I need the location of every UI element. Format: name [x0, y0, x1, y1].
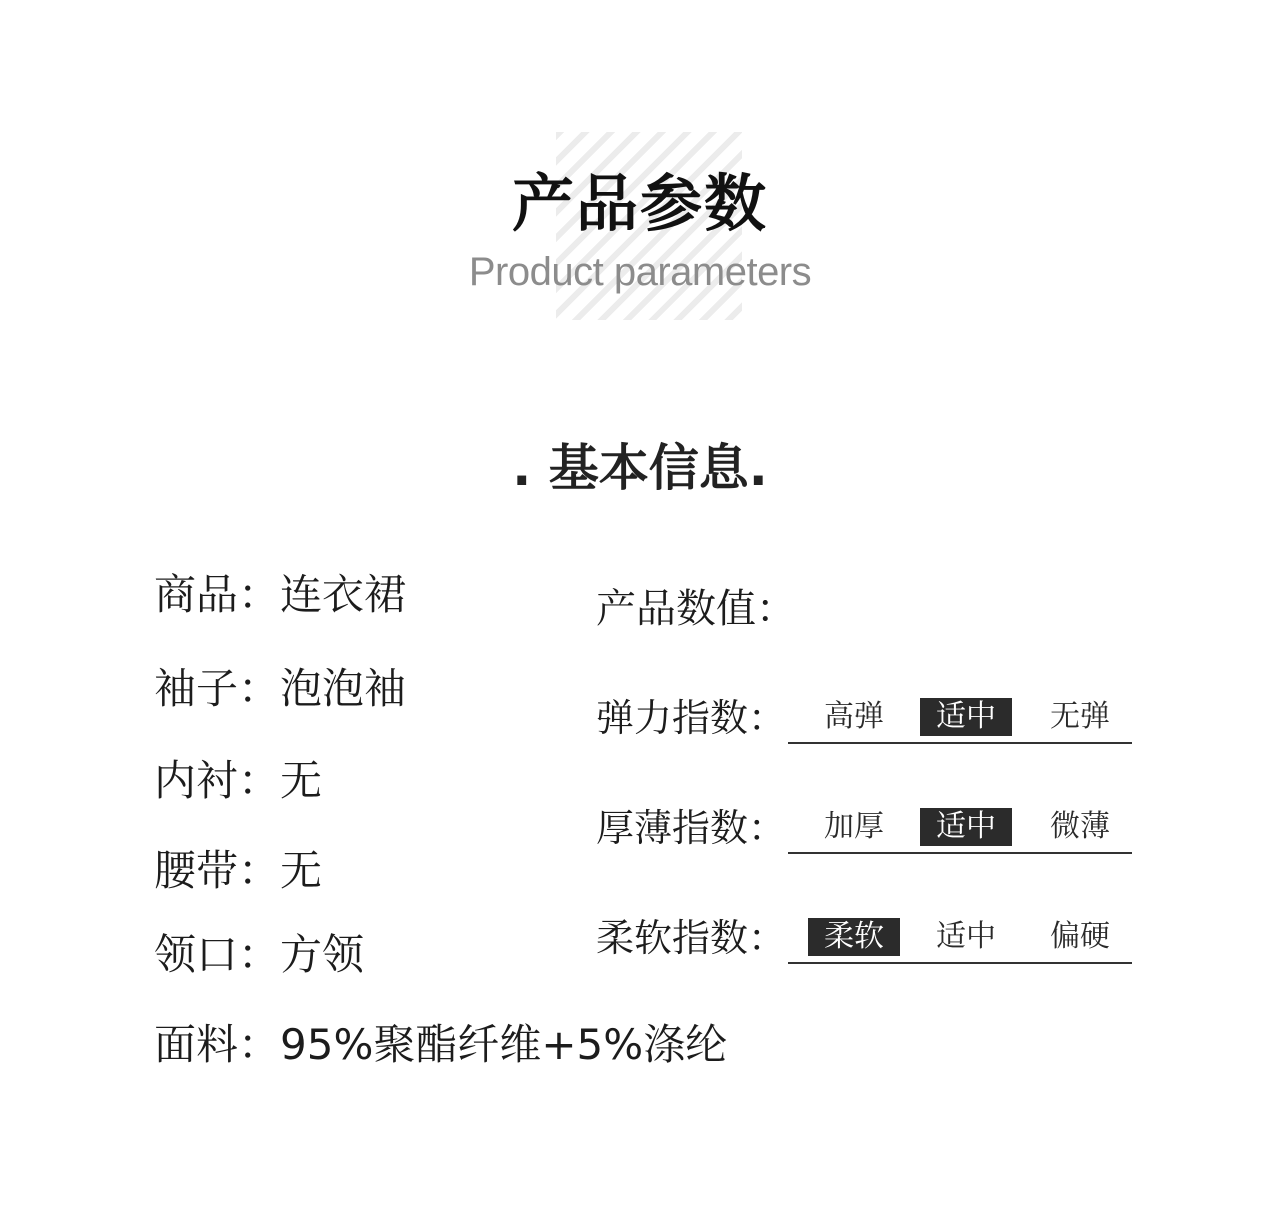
info-label: 腰带： [154, 846, 281, 895]
index-row-elasticity [596, 690, 1136, 750]
index-option: 适中 [920, 698, 1012, 736]
info-row-neckline [154, 930, 364, 980]
info-value: 95%聚酯纤维+5%涤纶 [280, 1020, 728, 1069]
info-row-sleeve [154, 664, 406, 714]
index-row-thickness [596, 800, 1136, 860]
index-option: 微薄 [1050, 809, 1110, 844]
index-row-softness [596, 910, 1136, 970]
index-option: 高弹 [824, 699, 884, 734]
info-value: 泡泡袖 [280, 664, 407, 713]
index-underline [788, 742, 1132, 744]
index-label: 厚薄指数： [596, 806, 787, 850]
page-title: 产品参数 [511, 167, 768, 240]
index-option: 适中 [920, 808, 1012, 846]
index-underline [788, 852, 1132, 854]
info-row-lining [154, 756, 322, 806]
index-option: 偏硬 [1050, 919, 1110, 954]
index-label: 柔软指数： [596, 916, 787, 960]
index-option: 适中 [936, 919, 996, 954]
info-row-product [154, 570, 406, 620]
page-subtitle: Product parameters [468, 250, 812, 294]
info-row-fabric [154, 1020, 727, 1070]
info-row-belt [154, 846, 322, 896]
index-option: 无弹 [1050, 699, 1110, 734]
info-value: 连衣裙 [280, 570, 407, 619]
info-value: 方领 [280, 930, 365, 979]
info-label: 袖子： [154, 664, 281, 713]
info-label: 面料： [154, 1020, 281, 1069]
index-label: 弹力指数： [596, 696, 787, 740]
section-heading: . 基本信息. [512, 439, 768, 497]
info-label: 商品： [154, 570, 281, 619]
info-label: 内衬： [154, 756, 281, 805]
info-value: 无 [280, 846, 323, 895]
info-value: 无 [280, 756, 323, 805]
index-option: 加厚 [824, 809, 884, 844]
index-underline [788, 962, 1132, 964]
index-option: 柔软 [808, 918, 900, 956]
values-title: 产品数值： [596, 586, 796, 632]
info-label: 领口： [154, 930, 281, 979]
